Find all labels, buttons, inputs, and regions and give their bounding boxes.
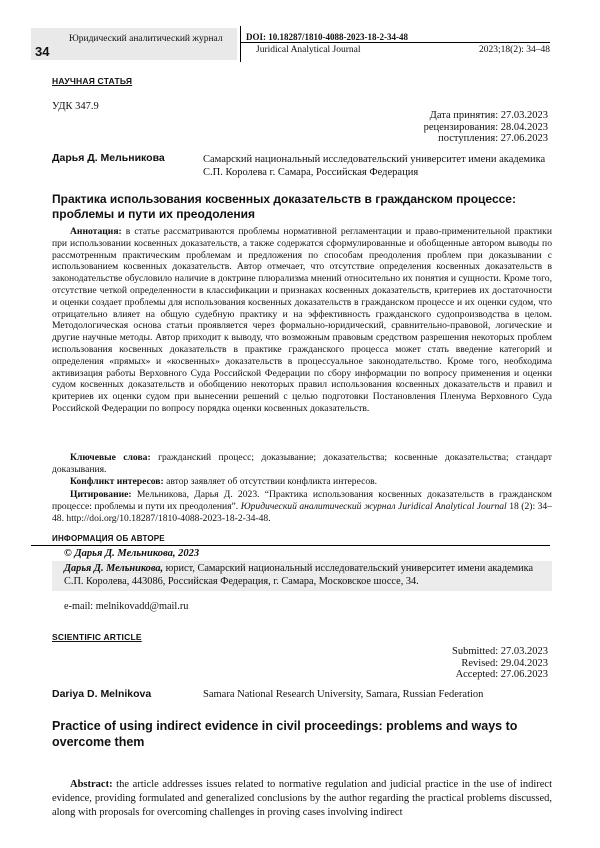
page-number: 34 (35, 44, 50, 59)
author-info-rule (31, 545, 550, 546)
keywords-label-ru: Ключевые слова: (70, 452, 151, 463)
author-name-en: Dariya D. Melnikova (52, 688, 152, 700)
abstract-text-ru: в статье рассматриваются проблемы нормативной регламентации и право-применительной практики при использовании косвенных доказательств, а также содержатся сформулированные и обобщенные автором выводы по рассмотренным практическим проблемам и предложения по способам преодоления проблем при доказывании с использованием косвенных доказательств. Автор отмечает, что отсутствие определения косвенных доказательств в законодательстве обусловило наличие в доктрине плюрализма мнений относительно их понятия и сущности. Кроме того, отсутствие четкой определенности в классификации и признаках косвенных доказательств, критериев их достаточности и оценки создает проблемы для использования косвенных доказательств в гражданском процессе и их оценки судом, что отрицательно влияет на общую судебную практику и на эффективность гражданского судопроизводства в целом. Методологическая основа статьи проявляется через формально-юридический, сравнительно-правовой, логические и другие научные методы. Автор приходит к выводу, что возможным правовым средством разрешения некоторых проблем использования косвенных доказательств в практике гражданского процесса может стать введение категорий и определения «прямых» и «косвенных» доказательств в процессуальное законодательство. Кроме того, необходима активизация работы Верховного Суда Российской Федерации по сбору информации по вопросу применения и оценки судом косвенных доказательств и обобщению некоторых правил использования косвенных доказательств и правил и критериев их оценки судом при вынесении решений с целью подготовки Постановления Пленума Верховного Суда Российской Федерации по вопросу порядка оценки косвенных доказательств. (52, 226, 552, 414)
author-details-text: юрист, Самарский национальный исследовательский университет имени академика С.П. Королева, 443086, Российская Федерация, г. Самара, Московское шоссе, 34. (64, 563, 534, 587)
author-email[interactable]: e-mail: melnikovadd@mail.ru (64, 601, 189, 612)
header-journal-en: Juridical Analytical Journal (256, 45, 361, 55)
date-reviewed-ru: рецензирования: 28.04.2023 (423, 121, 548, 133)
citation-text-ru: Мельникова, Дарья Д. 2023. “Практика использования косвенных доказательств в гражданском процессе: проблемы и пути их преодоления”. (52, 489, 552, 513)
article-title-ru: Практика использования косвенных доказательств в гражданском процессе: проблемы и пути их преодоления (52, 192, 516, 221)
affiliation-en: Samara National Research University, Samara, Russian Federation (203, 689, 484, 700)
section-label-en: SCIENTIFIC ARTICLE (52, 632, 142, 642)
page-header (0, 26, 600, 62)
author-details (64, 563, 550, 588)
header-journal-ru: Юридический аналитический журнал (69, 34, 223, 44)
section-label-ru: НАУЧНАЯ СТАТЬЯ (52, 76, 133, 86)
author-name-ru: Дарья Д. Мельникова (52, 152, 165, 164)
keywords-text-ru: гражданский процесс; доказывание; доказательства; косвенные доказательства; стандарт доказывания. (52, 452, 552, 475)
conflict-label-ru: Конфликт интересов: (70, 475, 164, 487)
date-accepted-ru: Дата принятия: 27.03.2023 (429, 110, 548, 121)
meta-ru (52, 452, 552, 525)
abstract-ru (52, 226, 552, 415)
citation-tail-ru[interactable]: 18 (2): 34–48. http://doi.org/10.18287/1810-4088-2023-18-2-34-48. (52, 501, 553, 524)
copyright: © Дарья Д. Мельникова, 2023 (64, 548, 200, 559)
date-revised-en: Revised: 29.04.2023 (461, 657, 548, 669)
affiliation-ru: Самарский национальный исследовательский университет имени академика С.П. Королева г. Самара, Российская Федерация (203, 154, 546, 178)
header-rule (240, 42, 550, 43)
header-journal-box (31, 28, 237, 60)
udk: УДК 347.9 (52, 101, 99, 112)
date-submitted-en: Submitted: 27.03.2023 (452, 646, 548, 657)
header-divider (240, 26, 241, 62)
article-title-en: Practice of using indirect evidence in civil proceedings: problems and ways to overcome them (52, 719, 518, 749)
author-details-name: Дарья Д. Мельникова, (64, 563, 164, 574)
date-accepted-en: Accepted: 27.06.2023 (455, 669, 548, 680)
citation-journal-ru: Юридический аналитический журнал Juridical Analytical Journal (240, 501, 507, 513)
header-doi[interactable]: DOI: 10.18287/1810-4088-2023-18-2-34-48 (246, 32, 408, 42)
citation-ru (52, 489, 552, 524)
header-volume: 2023;18(2): 34–48 (479, 45, 550, 55)
dates-ru (424, 110, 548, 145)
abstract-label-ru: Аннотация: (70, 226, 122, 237)
author-info-label: ИНФОРМАЦИЯ ОБ АВТОРЕ (52, 534, 165, 543)
citation-label-ru: Цитирование: (70, 489, 132, 501)
dates-en (452, 646, 548, 681)
abstract-text-en: the article addresses issues related to normative regulation and judicial practice in the use of indirect evidence, providing formulated and generalized conclusions by the author regarding the practical problems discussed, along with proposals for overcoming challenges in proving cases involving indirect (52, 779, 552, 818)
keywords-ru (52, 452, 552, 476)
abstract-en (52, 778, 552, 820)
conflict-ru (52, 476, 552, 488)
date-received-ru: поступления: 27.06.2023 (438, 133, 548, 144)
conflict-text-ru: автор заявляет об отсутствии конфликта интересов. (166, 475, 378, 487)
abstract-label-en: Abstract: (70, 779, 113, 790)
